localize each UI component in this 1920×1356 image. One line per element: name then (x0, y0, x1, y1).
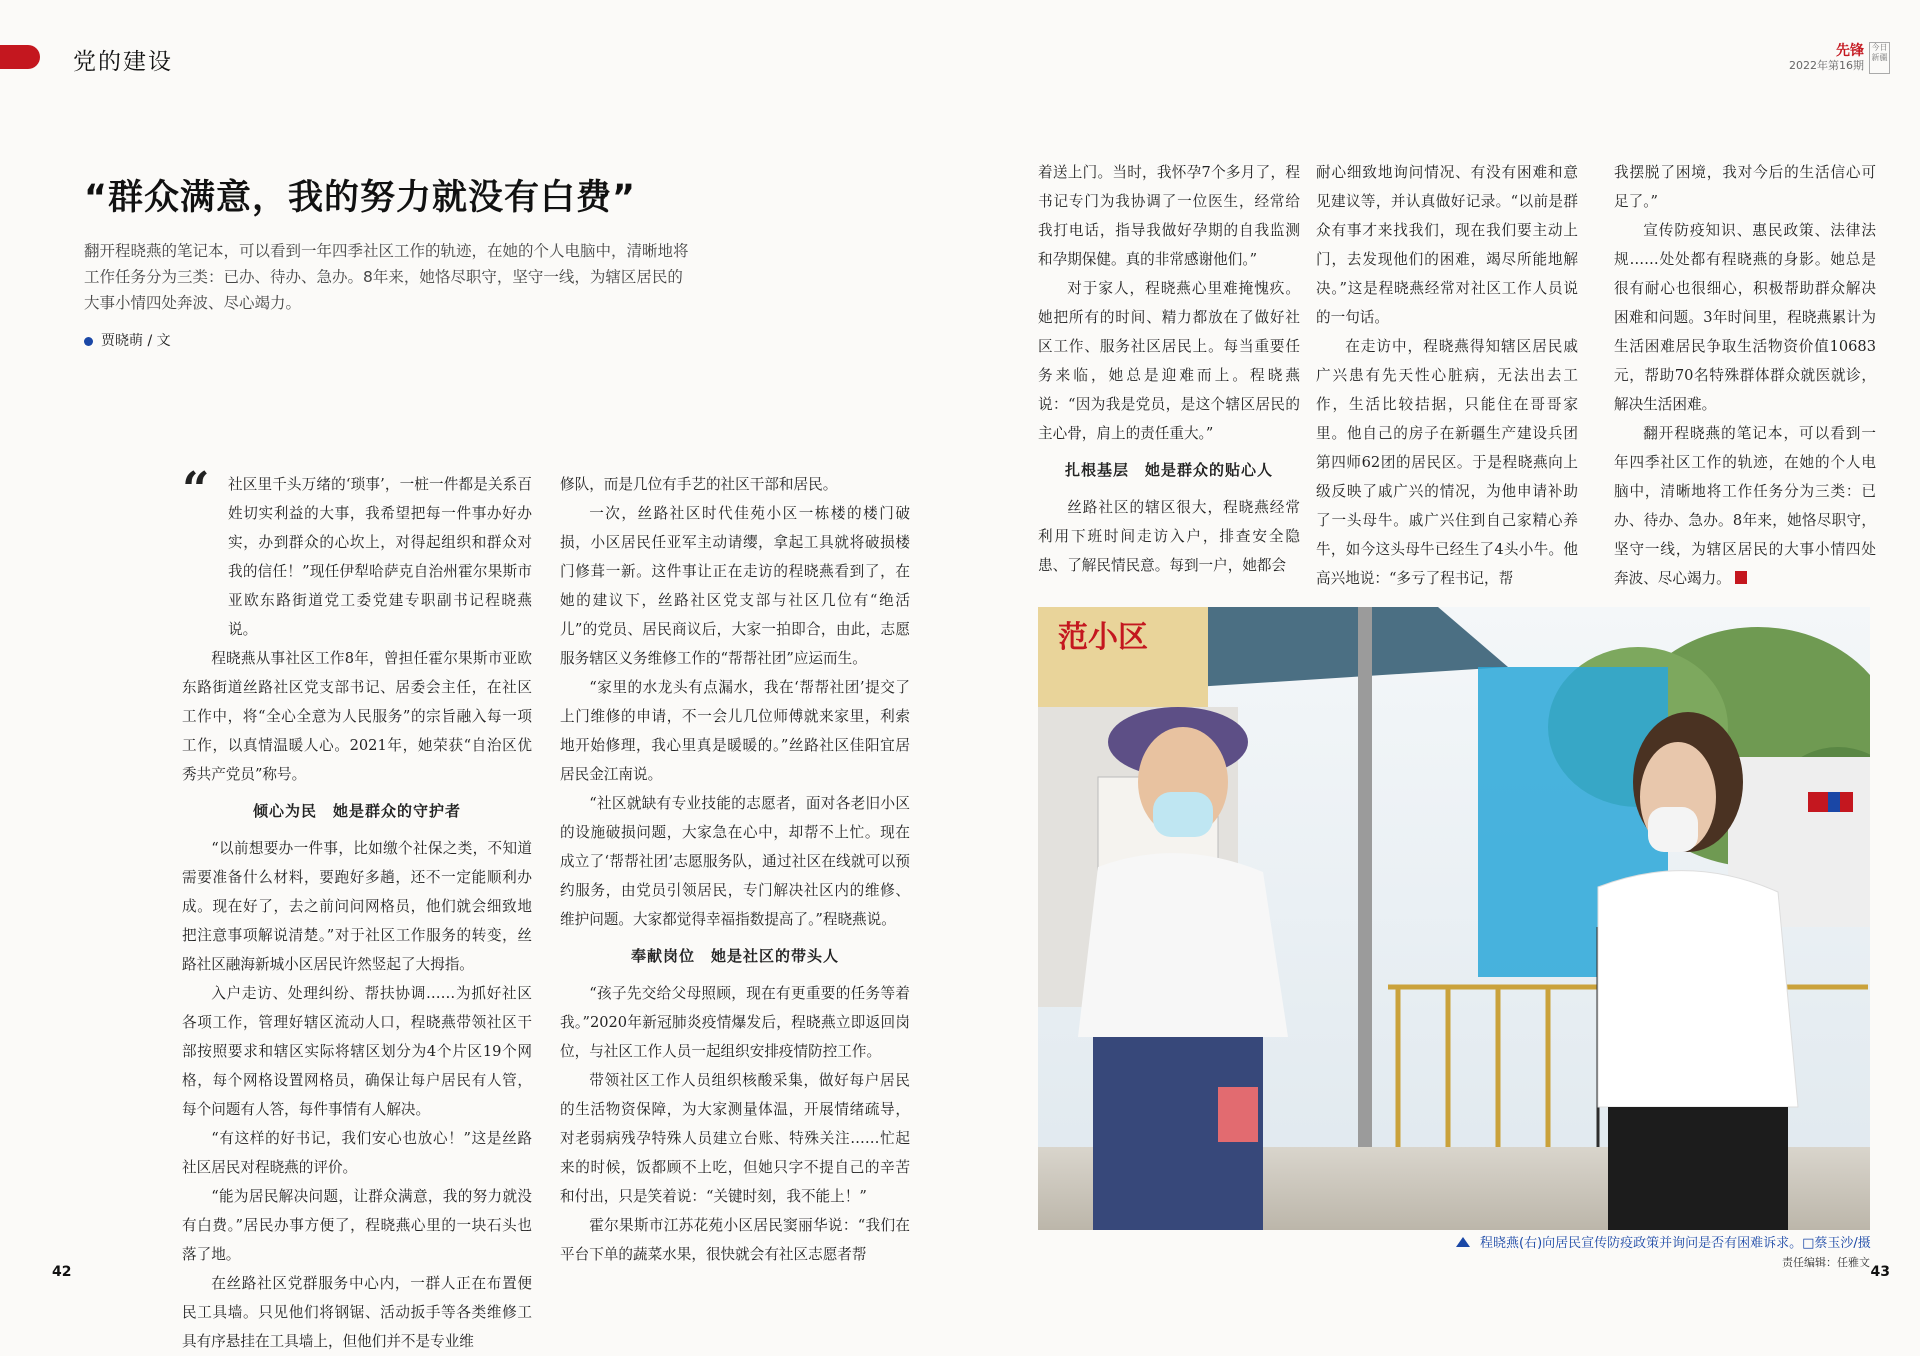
paragraph: 我摆脱了困境，我对今后的生活信心可足了。” (1614, 164, 1876, 210)
paragraph: 对于家人，程晓燕心里难掩愧疚。她把所有的时间、精力都放在了做好社区工作、服务社区居民上。每当重要任务来临，她总是迎难而上。程晓燕说：“因为我是党员，是这个辖区居民的主心骨，肩上的责任重大。” (1038, 280, 1300, 442)
paragraph: 翻开程晓燕的笔记本，可以看到一年四季社区工作的轨迹，在她的个人电脑中，清晰地将工作任务分为三类：已办、待办、急办。8年来，她恪尽职守，坚守一线，为辖区居民的大事小情四处奔波、尽心竭力。 (1614, 425, 1876, 587)
responsible-editor: 责任编辑：任雅文 (1782, 1256, 1870, 1269)
paragraph: 在丝路社区党群服务中心内，一群人正在布置便民工具墙。只见他们将钢锯、活动扳手等各类维修工具有序悬挂在工具墙上，但他们并不是专业维 (182, 1275, 532, 1350)
paragraph: 霍尔果斯市江苏花苑小区居民窦丽华说：“我们在平台下单的蔬菜水果，很快就会有社区志愿者帮 (560, 1217, 910, 1263)
subheading: 扎根基层 她是群众的贴心人 (1064, 461, 1273, 479)
paragraph: 修队，而是几位有手艺的社区干部和居民。 (560, 476, 838, 493)
paragraph: 着送上门。当时，我怀孕7个多月了，程书记专门为我协调了一位医生，经常给我打电话，指导我做好孕期的自我监测和孕期保健。真的非常感谢他们。” (1038, 164, 1300, 268)
section-tab-marker (0, 45, 40, 69)
magazine-name: 先锋 (1836, 43, 1864, 59)
article-photo (1038, 607, 1870, 1230)
paragraph: “ 社区里千头万绪的‘琐事’，一桩一件都是关系百姓切实利益的大事，我希望把每一件事办好办实，办到群众的心坎上，对得起组织和群众对我的信任！”现任伊犁哈萨克自治州霍尔果斯市亚欧东路街道党工委党建专职副书记程晓燕说。 (182, 462, 532, 638)
byline-dot-icon (84, 337, 93, 346)
caption-triangle-icon (1456, 1237, 1470, 1247)
section-title: 党的建设 (73, 49, 173, 75)
paragraph: 一次，丝路社区时代佳苑小区一栋楼的楼门破损，小区居民任亚军主动请缨，拿起工具就将破损楼门修葺一新。这件事让正在走访的程晓燕看到了，在她的建议下，丝路社区党支部与社区几位有“绝活儿”的党员、居民商议后，大家一拍即合，由此，志愿服务辖区义务维修工作的“帮帮社团”应运而生。 (560, 505, 910, 667)
page-number-left: 42 (52, 1264, 72, 1280)
paragraph: 带领社区工作人员组织核酸采集，做好每户居民的生活物资保障，为大家测量体温，开展情绪疏导，对老弱病残孕特殊人员建立台账、特殊关注……忙起来的时候，饭都顾不上吃，但她只字不提自己的辛苦和付出，只是笑着说：“关键时刻，我不能上！” (560, 1072, 910, 1205)
paragraph: “有这样的好书记，我们安心也放心！”这是丝路社区居民对程晓燕的评价。 (182, 1130, 532, 1176)
article-end-icon (1735, 571, 1747, 584)
magazine-badge: 今日新疆 (1869, 42, 1890, 74)
paragraph: 耐心细致地询问情况、有没有困难和意见建议等，并认真做好记录。“以前是群众有事才来找我们，现在我们要主动上门，去发现他们的困难，竭尽所能地解决。”这是程晓燕经常对社区工作人员说的一句话。 (1316, 164, 1578, 326)
photo-sign-text: 范小区 (1058, 620, 1148, 655)
paragraph: 程晓燕从事社区工作8年，曾担任霍尔果斯市亚欧东路街道丝路社区党支部书记、居委会主任，在社区工作中，将“全心全意为人民服务”的宗旨融入每一项工作，以真情温暖人心。2021年，她荣获“自治区优秀共产党员”称号。 (182, 650, 532, 783)
page-number-right: 43 (1870, 1264, 1890, 1280)
paragraph: “能为居民解决问题，让群众满意，我的努力就没有白费。”居民办事方便了，程晓燕心里的一块石头也落了地。 (182, 1188, 532, 1263)
article-lead: 翻开程晓燕的笔记本，可以看到一年四季社区工作的轨迹，在她的个人电脑中，清晰地将工作任务分为三类：已办、待办、急办。8年来，她恪尽职守，坚守一线，为辖区居民的大事小情四处奔波、尽心竭力。 (84, 242, 689, 312)
subheading: 奉献岗位 她是社区的带头人 (630, 947, 839, 965)
article-column-5 (1614, 158, 1876, 593)
article-column-1 (182, 462, 532, 1356)
article-column-4 (1316, 158, 1578, 593)
magazine-issue: 2022年第16期 (1789, 59, 1864, 72)
paragraph: 宣传防疫知识、惠民政策、法律法规……处处都有程晓燕的身影。她总是很有耐心也很细心，积极帮助群众解决困难和问题。3年时间里，程晓燕累计为生活困难居民争取生活物资价值10683元，帮助70名特殊群体群众就医就诊，解决生活困难。 (1614, 222, 1876, 413)
paragraph: “社区就缺有专业技能的志愿者，面对各老旧小区的设施破损问题，大家急在心中，却帮不上忙。现在成立了‘帮帮社团’志愿服务队，通过社区在线就可以预约服务，由党员引领居民，专门解决社区内的维修、维护问题。大家都觉得幸福指数提高了。”程晓燕说。 (560, 795, 910, 928)
article-byline (84, 330, 171, 350)
photo-caption: 程晓燕(右)向居民宣传防疫政策并询问是否有困难诉求。□蔡玉沙/摄 (1456, 1232, 1871, 1251)
magazine-info (1789, 43, 1864, 73)
article-column-3 (1038, 158, 1300, 580)
paragraph: 丝路社区的辖区很大，程晓燕经常利用下班时间走访入户，排查安全隐患、了解民情民意。每到一户，她都会 (1038, 499, 1300, 574)
byline-text: 贾晓萌 / 文 (101, 333, 171, 349)
paragraph: “家里的水龙头有点漏水，我在‘帮帮社团’提交了上门维修的申请，不一会儿几位师傅就来家里，利索地开始修理，我心里真是暖暖的。”丝路社区佳阳宜居居民金江南说。 (560, 679, 910, 783)
paragraph: “孩子先交给父母照顾，现在有更重要的任务等着我。”2020年新冠肺炎疫情爆发后，程晓燕立即返回岗位，与社区工作人员一起组织安排疫情防控工作。 (560, 985, 910, 1060)
photo-illustration (1038, 607, 1870, 1230)
paragraph: 在走访中，程晓燕得知辖区居民戚广兴患有先天性心脏病，无法出去工作，生活比较拮据，只能住在哥哥家里。他自己的房子在新疆生产建设兵团第四师62团的居民区。于是程晓燕向上级反映了戚广兴的情况，为他申请补助了一头母牛。戚广兴住到自己家精心养牛，如今这头母牛已经生了4头小牛。他高兴地说：“多亏了程书记，帮 (1316, 338, 1578, 587)
article-column-2 (560, 470, 910, 1269)
article-headline: “群众满意，我的努力就没有白费” (84, 178, 637, 218)
paragraph: 入户走访、处理纠纷、帮扶协调……为抓好社区各项工作，管理好辖区流动人口，程晓燕带领社区干部按照要求和辖区实际将辖区划分为4个片区19个网格，每个网格设置网格员，确保让每户居民有人管，每个问题有人答，每件事情有人解决。 (182, 985, 532, 1118)
subheading: 倾心为民 她是群众的守护者 (252, 802, 461, 820)
paragraph: “以前想要办一件事，比如缴个社保之类，不知道需要准备什么材料，要跑好多趟，还不一定能顺利办成。现在好了，去之前问问网格员，他们就会细致地把注意事项解说清楚。”对于社区工作服务的转变，丝路社区融海新城小区居民许然竖起了大拇指。 (182, 840, 532, 973)
opening-quote-icon: “ (182, 462, 210, 518)
